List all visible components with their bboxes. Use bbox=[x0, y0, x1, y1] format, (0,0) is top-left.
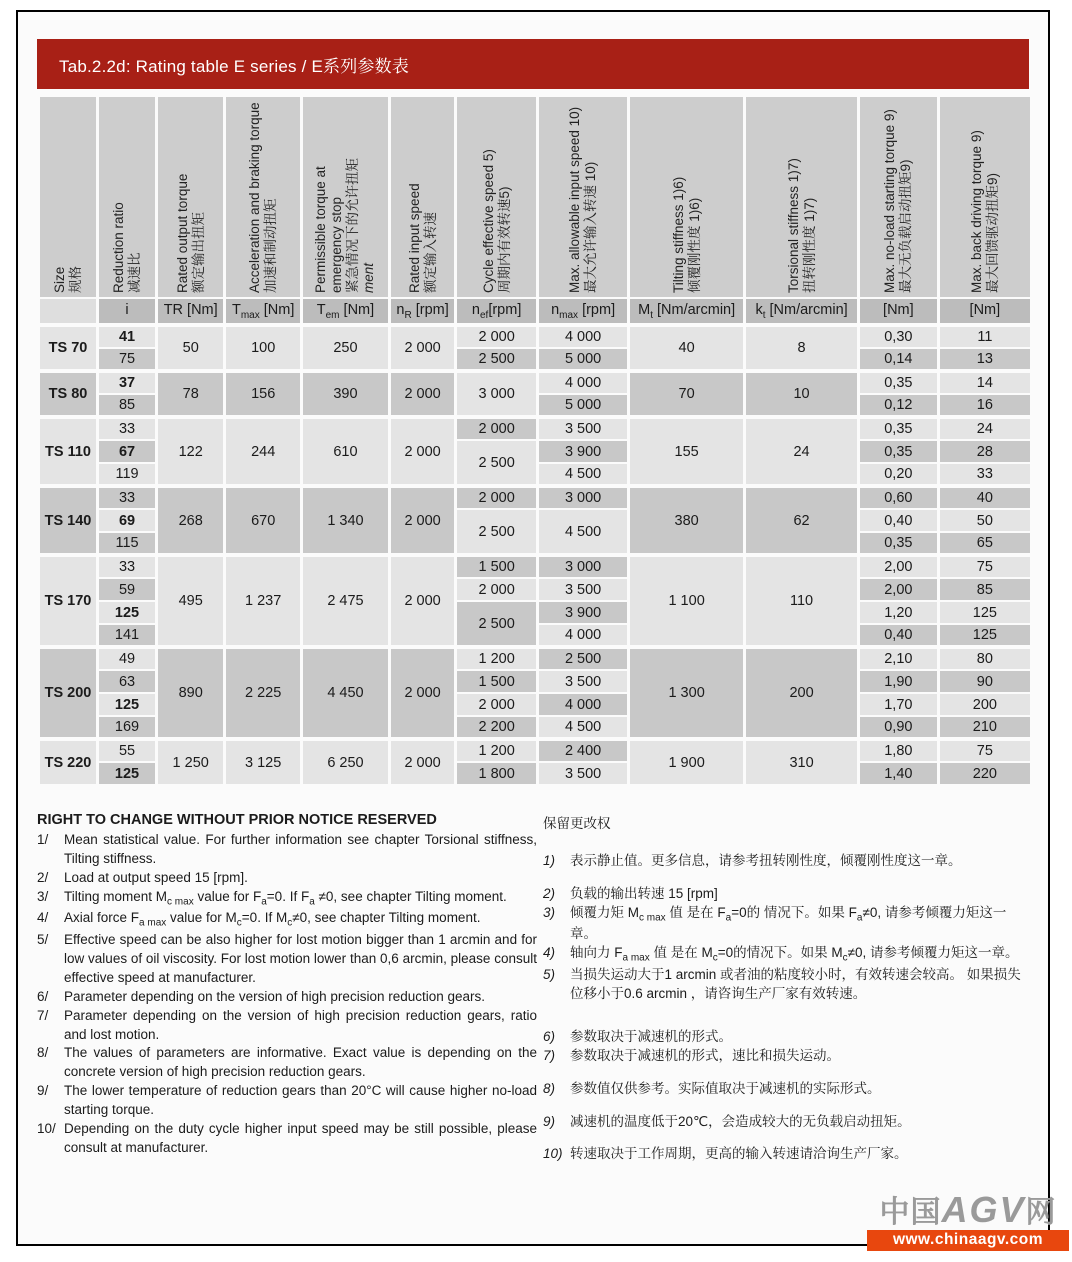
cell: 37 bbox=[98, 371, 157, 394]
header-row bbox=[39, 96, 1032, 298]
watermark-logo: 中国AGV网 bbox=[879, 1189, 1057, 1230]
footnote-marker: 7) bbox=[543, 1047, 556, 1063]
footnote-marker: 10) bbox=[543, 1146, 563, 1162]
cell: 5 000 bbox=[538, 348, 629, 371]
cell: 2 000 bbox=[456, 693, 538, 716]
cell: 0,90 bbox=[859, 716, 939, 739]
cell: 1 500 bbox=[456, 555, 538, 578]
cell: 1,80 bbox=[859, 739, 939, 762]
footnote-marker: 4/ bbox=[37, 910, 49, 926]
footnote-marker: 3/ bbox=[37, 888, 49, 904]
footnote: 3) 倾覆力矩 $M_{c max}$ 值 是在 $F_a=0$的 情况下。如果 $F_a\ne 0$, 请参考倾覆力矩这一章。 bbox=[543, 904, 1029, 945]
cell: 2 500 bbox=[456, 601, 538, 647]
cell: 244 bbox=[225, 417, 302, 486]
cell: 0,35 bbox=[859, 532, 939, 555]
cell: 40 bbox=[629, 325, 745, 371]
cell: 110 bbox=[745, 555, 859, 647]
cell: 4 000 bbox=[538, 693, 629, 716]
footnotes-chinese bbox=[537, 812, 1029, 1164]
footnote: 10/ Depending on the duty cycle higher input speed may be still possible, please consult at manufacturer. bbox=[37, 1120, 537, 1158]
cell: 1 900 bbox=[629, 739, 745, 785]
cell: 122 bbox=[157, 417, 225, 486]
column-header-accel-braking-torque: Acceleration and braking torque 加速和制动扭矩 bbox=[225, 96, 302, 298]
table-row bbox=[39, 417, 1032, 440]
cell: 4 000 bbox=[538, 325, 629, 348]
cell: 78 bbox=[157, 371, 225, 417]
footnote-marker: 1/ bbox=[37, 832, 49, 847]
cell: 0,14 bbox=[859, 348, 939, 371]
cell: 33 bbox=[98, 486, 157, 509]
cell: 3 500 bbox=[538, 417, 629, 440]
unit-header: i bbox=[98, 298, 157, 325]
cell: 80 bbox=[938, 647, 1031, 670]
cell: 1,90 bbox=[859, 670, 939, 693]
cell: 2 500 bbox=[456, 509, 538, 555]
footnote-marker: 9) bbox=[543, 1113, 556, 1129]
cell: 268 bbox=[157, 486, 225, 555]
cell: 3 500 bbox=[538, 578, 629, 601]
unit-header: $n_{ef}[rpm]$ bbox=[456, 298, 538, 325]
cell: 2 000 bbox=[389, 647, 455, 739]
column-header-max-back-driving-torque: Max. back driving torque 9) 最大回馈驱动扭矩9) bbox=[938, 96, 1031, 298]
footnote-marker: 3) bbox=[543, 904, 556, 920]
footnote: 9) 减速机的温度低于20℃，会造成较大的无负载启动扭矩。 bbox=[543, 1113, 1029, 1132]
cell: 4 450 bbox=[301, 647, 389, 739]
footnote: 4/ Axial force $F_{a max}$ value for $M_c=0$. If $M_c\ne 0$, see chapter Tilting moment. bbox=[37, 910, 481, 930]
cell: 4 000 bbox=[538, 371, 629, 394]
cell: 8 bbox=[745, 325, 859, 371]
cell: 40 bbox=[938, 486, 1031, 509]
size-cell: TS 70 bbox=[39, 325, 98, 371]
column-header-max-no-load-starting-torque: Max. no-load starting torque 9) 最大无负载启动扭矩9) bbox=[859, 96, 939, 298]
cell: 0,35 bbox=[859, 440, 939, 463]
cell: 2 500 bbox=[456, 348, 538, 371]
footnote: 10) 转速取决于工作周期，更高的输入转速请洽询生产厂家。 bbox=[543, 1145, 1029, 1164]
cell: 41 bbox=[98, 325, 157, 348]
cell: 10 bbox=[745, 371, 859, 417]
cell: 50 bbox=[938, 509, 1031, 532]
cell: 1 100 bbox=[629, 555, 745, 647]
unit-header: $T_{max}$ [Nm] bbox=[225, 298, 302, 325]
column-header-max-allowable-input-speed: Max. allowable input speed 10) 最大允许输入转速 10) bbox=[538, 96, 629, 298]
cell: 3 000 bbox=[538, 486, 629, 509]
page-frame bbox=[16, 10, 1050, 1246]
footnote-marker: 1) bbox=[543, 853, 556, 868]
footnote: 4) 轴向力 $F_{a max}$ 值 是在 $M_c=0$的情况下。如果 $M_c\ne 0$, 请参考倾覆力矩这一章。 bbox=[543, 945, 1019, 965]
cell: 2 000 bbox=[389, 371, 455, 417]
unit-header: $T_{em}$ [Nm] bbox=[301, 298, 389, 325]
cell: 4 500 bbox=[538, 509, 629, 555]
cell: 495 bbox=[157, 555, 225, 647]
cell: 55 bbox=[98, 739, 157, 762]
unit-header: [Nm] bbox=[859, 298, 939, 325]
unit-header bbox=[39, 298, 98, 325]
cell: 2 000 bbox=[389, 325, 455, 371]
cell: 220 bbox=[938, 762, 1031, 785]
cell: 3 900 bbox=[538, 440, 629, 463]
cell: 33 bbox=[938, 463, 1031, 486]
cell: 141 bbox=[98, 624, 157, 647]
cell: 119 bbox=[98, 463, 157, 486]
column-header-tilting-stiffness: Tilting stiffness 1)6) 倾覆刚性度 1)6) bbox=[629, 96, 745, 298]
footnote-marker: 10/ bbox=[37, 1120, 56, 1136]
footnote: 8/ The values of parameters are informative. Exact value is depending on the concrete version of high precision reduction gears. bbox=[37, 1044, 537, 1082]
cell: 0,40 bbox=[859, 509, 939, 532]
cell: 2 000 bbox=[389, 486, 455, 555]
cell: 28 bbox=[938, 440, 1031, 463]
cell: 62 bbox=[745, 486, 859, 555]
cell: 2 225 bbox=[225, 647, 302, 739]
cell: 1,40 bbox=[859, 762, 939, 785]
cell: 125 bbox=[98, 601, 157, 624]
cell: 2 000 bbox=[389, 417, 455, 486]
size-cell: TS 140 bbox=[39, 486, 98, 555]
cell: 3 900 bbox=[538, 601, 629, 624]
cell: 125 bbox=[938, 601, 1031, 624]
footnote: 7) 参数取决于减速机的形式，速比和损失运动。 bbox=[543, 1047, 1029, 1066]
table-title: Tab.2.2d: Rating table E series / E系列参数表 bbox=[59, 56, 410, 76]
footnote: 5) 当损失运动大于1 arcmin 或者油的粘度较小时，有效转速会较高。 如果损失位移小于0.6 arcmin ，请咨询生产厂家有效转速。 bbox=[543, 966, 1029, 1004]
cell: 1 250 bbox=[157, 739, 225, 785]
cell: 33 bbox=[98, 417, 157, 440]
footnote: 2) 负载的输出转速 15 [rpm] bbox=[543, 885, 1029, 904]
footnote-marker: 2) bbox=[543, 885, 556, 901]
column-header-reduction-ratio: Reduction ratio 减速比 bbox=[98, 96, 157, 298]
unit-row bbox=[39, 298, 1032, 325]
cell: 2 000 bbox=[389, 739, 455, 785]
cell: 1,70 bbox=[859, 693, 939, 716]
cell: 0,12 bbox=[859, 394, 939, 417]
cell: 4 000 bbox=[538, 624, 629, 647]
page-content bbox=[18, 12, 1048, 1164]
footnote-marker: 4) bbox=[543, 945, 556, 961]
cell: 1 200 bbox=[456, 739, 538, 762]
cell: 155 bbox=[629, 417, 745, 486]
cell: 125 bbox=[938, 624, 1031, 647]
cell: 670 bbox=[225, 486, 302, 555]
cell: 380 bbox=[629, 486, 745, 555]
footnote: 9/ The lower temperature of reduction gears than 20°C will cause higher no-load starting torque. bbox=[37, 1082, 537, 1120]
cell: 210 bbox=[938, 716, 1031, 739]
footnote: 8) 参数值仅供参考。实际值取决于减速机的实际形式。 bbox=[543, 1080, 1029, 1099]
footnotes-en-heading: RIGHT TO CHANGE WITHOUT PRIOR NOTICE RESERVED bbox=[37, 812, 437, 828]
watermark bbox=[867, 1189, 1069, 1251]
column-header-permissible-torque-estop: Permissible torque at emergency stop 紧急情况下的允许扭矩 ment bbox=[301, 96, 389, 298]
cell: 3 000 bbox=[538, 555, 629, 578]
cell: 100 bbox=[225, 325, 302, 371]
size-cell: TS 220 bbox=[39, 739, 98, 785]
cell: 156 bbox=[225, 371, 302, 417]
footnote-marker: 6/ bbox=[37, 988, 49, 1004]
cell: 2 000 bbox=[456, 417, 538, 440]
cell: 67 bbox=[98, 440, 157, 463]
cell: 200 bbox=[745, 647, 859, 739]
cell: 0,35 bbox=[859, 417, 939, 440]
cell: 0,60 bbox=[859, 486, 939, 509]
cell: 2 475 bbox=[301, 555, 389, 647]
footnote-marker: 6) bbox=[543, 1028, 556, 1044]
cell: 1 237 bbox=[225, 555, 302, 647]
footnote: 5/ Effective speed can be also higher for lost motion bigger than 1 arcmin and for low values of oil viscosity. For lost motion lower than 0,6 arcmin, please consult effective speed at manufacturer. bbox=[37, 931, 537, 988]
table-row bbox=[39, 371, 1032, 394]
footnotes-english bbox=[37, 812, 537, 1164]
column-header-rated-input-speed: Rated input speed 额定输入转速 bbox=[389, 96, 455, 298]
watermark-url-banner: www.chinaagv.com bbox=[867, 1230, 1069, 1251]
cell: 1 340 bbox=[301, 486, 389, 555]
size-cell: TS 170 bbox=[39, 555, 98, 647]
cell: 2 000 bbox=[456, 325, 538, 348]
footnote-marker: 5/ bbox=[37, 932, 49, 948]
size-cell: TS 80 bbox=[39, 371, 98, 417]
cell: 85 bbox=[98, 394, 157, 417]
column-header-size: Size 规格 bbox=[39, 96, 98, 298]
unit-header: TR [Nm] bbox=[157, 298, 225, 325]
cell: 90 bbox=[938, 670, 1031, 693]
cell: 16 bbox=[938, 394, 1031, 417]
cell: 125 bbox=[98, 693, 157, 716]
cell: 75 bbox=[938, 555, 1031, 578]
cell: 2,00 bbox=[859, 555, 939, 578]
footnote: 2/ Load at output speed 15 [rpm]. bbox=[37, 869, 537, 888]
cell: 3 125 bbox=[225, 739, 302, 785]
cell: 3 500 bbox=[538, 762, 629, 785]
footnote: 6/ Parameter depending on the version of high precision reduction gears. bbox=[37, 988, 537, 1007]
footnote: 6) 参数取决于减速机的形式。 bbox=[543, 1028, 1029, 1047]
cell: 0,30 bbox=[859, 325, 939, 348]
footnote: 3/ Tilting moment $M_{c max}$ value for $F_a=0$. If $F_a \ne 0$, see chapter Tilting moment. bbox=[37, 888, 507, 908]
cell: 14 bbox=[938, 371, 1031, 394]
cell: 115 bbox=[98, 532, 157, 555]
unit-header: $k_t$ [Nm/arcmin] bbox=[745, 298, 859, 325]
cell: 2 000 bbox=[456, 578, 538, 601]
cell: 85 bbox=[938, 578, 1031, 601]
cell: 63 bbox=[98, 670, 157, 693]
cell: 5 000 bbox=[538, 394, 629, 417]
cell: 890 bbox=[157, 647, 225, 739]
unit-header: $n_R$ [rpm] bbox=[389, 298, 455, 325]
table-row bbox=[39, 486, 1032, 509]
cell: 11 bbox=[938, 325, 1031, 348]
cell: 1 500 bbox=[456, 670, 538, 693]
cell: 1 300 bbox=[629, 647, 745, 739]
cell: 250 bbox=[301, 325, 389, 371]
cell: 1 800 bbox=[456, 762, 538, 785]
cell: 4 500 bbox=[538, 716, 629, 739]
cell: 24 bbox=[745, 417, 859, 486]
footnote: 1/ Mean statistical value. For further information see chapter Torsional stiffness, Tilting stiffness. bbox=[37, 831, 537, 869]
cell: 0,20 bbox=[859, 463, 939, 486]
unit-header: $n_{max}$ [rpm] bbox=[538, 298, 629, 325]
cell: 2 500 bbox=[456, 440, 538, 486]
unit-header: [Nm] bbox=[938, 298, 1031, 325]
cell: 2 000 bbox=[456, 486, 538, 509]
cell: 2 000 bbox=[389, 555, 455, 647]
table-row bbox=[39, 555, 1032, 578]
footnote-marker: 7/ bbox=[37, 1007, 49, 1023]
cell: 2 500 bbox=[538, 647, 629, 670]
cell: 75 bbox=[98, 348, 157, 371]
cell: 6 250 bbox=[301, 739, 389, 785]
table-row bbox=[39, 739, 1032, 762]
cell: 33 bbox=[98, 555, 157, 578]
cell: 49 bbox=[98, 647, 157, 670]
cell: 70 bbox=[629, 371, 745, 417]
cell: 75 bbox=[938, 739, 1031, 762]
cell: 4 500 bbox=[538, 463, 629, 486]
cell: 24 bbox=[938, 417, 1031, 440]
cell: 1 200 bbox=[456, 647, 538, 670]
cell: 125 bbox=[98, 762, 157, 785]
unit-header: $M_t$ [Nm/arcmin] bbox=[629, 298, 745, 325]
footnote-marker: 5) bbox=[543, 967, 556, 983]
column-header-cycle-effective-speed: Cycle effective speed 5) 周期内有效转速5) bbox=[456, 96, 538, 298]
footnote-marker: 8/ bbox=[37, 1045, 49, 1061]
footnote: 1) 表示静止值。更多信息，请参考扭转刚性度，倾覆刚性度这一章。 bbox=[543, 852, 1029, 871]
cell: 65 bbox=[938, 532, 1031, 555]
cell: 2,10 bbox=[859, 647, 939, 670]
cell: 3 500 bbox=[538, 670, 629, 693]
cell: 13 bbox=[938, 348, 1031, 371]
cell: 1,20 bbox=[859, 601, 939, 624]
cell: 3 000 bbox=[456, 371, 538, 417]
cell: 50 bbox=[157, 325, 225, 371]
footnotes-section bbox=[37, 812, 1029, 1164]
footnote-marker: 2/ bbox=[37, 869, 49, 885]
table-row bbox=[39, 647, 1032, 670]
cell: 2 200 bbox=[456, 716, 538, 739]
cell: 2,00 bbox=[859, 578, 939, 601]
cell: 0,35 bbox=[859, 371, 939, 394]
footnote: 7/ Parameter depending on the version of high precision reduction gears, ratio and lost motion. bbox=[37, 1007, 537, 1045]
cell: 69 bbox=[98, 509, 157, 532]
size-cell: TS 200 bbox=[39, 647, 98, 739]
column-header-torsional-stiffness: Torsional stiffness 1)7) 扭转刚性度 1)7) bbox=[745, 96, 859, 298]
column-header-rated-output-torque: Rated output torque 额定输出扭矩 bbox=[157, 96, 225, 298]
table-title-bar bbox=[37, 39, 1029, 89]
cell: 169 bbox=[98, 716, 157, 739]
cell: 610 bbox=[301, 417, 389, 486]
cell: 0,40 bbox=[859, 624, 939, 647]
footnote-marker: 9/ bbox=[37, 1083, 49, 1099]
size-cell: TS 110 bbox=[39, 417, 98, 486]
cell: 200 bbox=[938, 693, 1031, 716]
footnotes-zh-heading: 保留更改权 bbox=[543, 816, 611, 831]
table-row bbox=[39, 325, 1032, 348]
cell: 310 bbox=[745, 739, 859, 785]
rating-table bbox=[37, 95, 1033, 786]
cell: 2 400 bbox=[538, 739, 629, 762]
cell: 59 bbox=[98, 578, 157, 601]
cell: 390 bbox=[301, 371, 389, 417]
footnote-marker: 8) bbox=[543, 1080, 556, 1096]
